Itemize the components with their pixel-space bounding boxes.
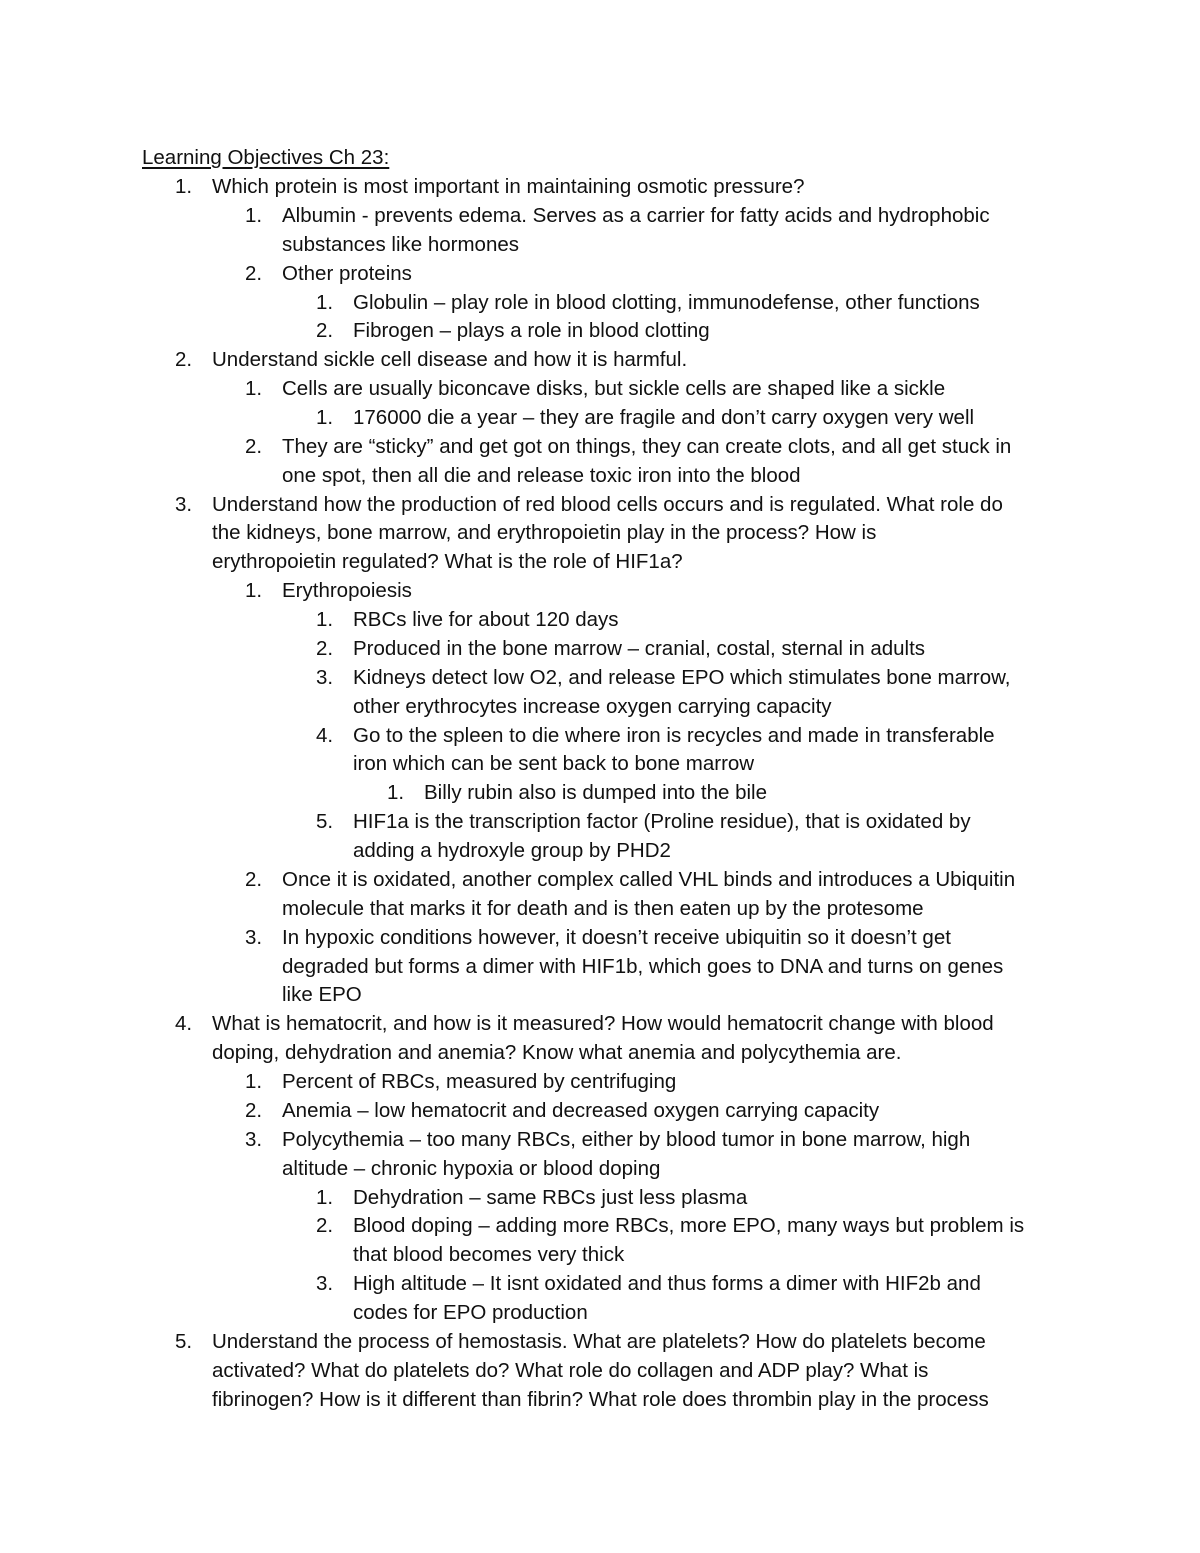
list-number: 1. — [316, 608, 334, 631]
list-number: 5. — [175, 1329, 193, 1353]
list-number: 2. — [316, 636, 334, 660]
line-text: Produced in the bone marrow – cranial, costal, sternal in adults — [353, 636, 926, 660]
list-number: 1. — [316, 406, 334, 429]
line-text: other erythrocytes increase oxygen carrying capacity — [353, 694, 832, 718]
line-text: Understand the process of hemostasis. What are platelets? How do platelets become — [212, 1329, 986, 1353]
line-text: Percent of RBCs, measured by centrifuging — [282, 1070, 677, 1093]
list-number: 1. — [245, 203, 263, 227]
list-number: 4. — [175, 1012, 193, 1036]
line-text: one spot, then all die and release toxic iron into the blood — [282, 463, 801, 487]
list-number: 1. — [316, 290, 334, 314]
line-text: substances like hormones — [282, 232, 520, 256]
list-number: 2. — [316, 319, 334, 343]
line-text: iron which can be sent back to bone marrow — [353, 752, 755, 776]
line-text: Other proteins — [282, 261, 412, 285]
line-text: that blood becomes very thick — [353, 1243, 625, 1267]
line-text: Fibrogen – plays a role in blood clotting — [353, 319, 710, 343]
line-text: Anemia – low hematocrit and decreased oxygen carrying capacity — [282, 1098, 880, 1122]
line-text: Understand sickle cell disease and how it is harmful. — [212, 348, 688, 372]
line-text: Polycythemia – too many RBCs, either by blood tumor in bone marrow, high — [282, 1127, 971, 1151]
page-title: Learning Objectives Ch 23: — [142, 146, 390, 169]
line-text: High altitude – It isnt oxidated and thus forms a dimer with HIF2b and — [353, 1272, 981, 1296]
list-number: 1. — [245, 1070, 263, 1093]
list-number: 1. — [245, 579, 263, 603]
line-text: Go to the spleen to die where iron is recycles and made in transferable — [353, 723, 995, 747]
list-number: 3. — [175, 492, 193, 516]
line-text: 176000 die a year – they are fragile and don’t carry oxygen very well — [353, 406, 975, 429]
list-number: 3. — [316, 1272, 334, 1296]
list-number: 1. — [387, 781, 405, 805]
line-text: Dehydration – same RBCs just less plasma — [353, 1185, 748, 1209]
line-text: degraded but forms a dimer with HIF1b, which goes to DNA and turns on genes — [282, 954, 1004, 978]
list-number: 3. — [245, 925, 263, 949]
list-number: 1. — [245, 377, 263, 401]
list-number: 5. — [316, 810, 334, 834]
list-number: 2. — [316, 1214, 334, 1238]
list-number: 2. — [245, 867, 263, 891]
list-number: 2. — [245, 1098, 263, 1122]
line-text: They are “sticky” and get got on things, they can create clots, and all get stuck in — [282, 434, 1012, 458]
line-text: the kidneys, bone marrow, and erythropoietin play in the process? How is — [212, 521, 877, 545]
line-text: Billy rubin also is dumped into the bile — [424, 781, 767, 805]
line-text: What is hematocrit, and how is it measured? How would hematocrit change with blood — [212, 1012, 994, 1036]
line-text: altitude – chronic hypoxia or blood doping — [282, 1156, 661, 1180]
line-text: activated? What do platelets do? What role do collagen and ADP play? What is — [212, 1358, 929, 1382]
line-text: adding a hydroxyle group by PHD2 — [353, 839, 671, 862]
list-number: 2. — [175, 348, 193, 372]
line-text: Globulin – play role in blood clotting, immunodefense, other functions — [353, 290, 980, 314]
list-number: 1. — [175, 175, 193, 198]
list-number: 3. — [316, 665, 334, 689]
list-number: 2. — [245, 434, 263, 458]
line-text: codes for EPO production — [353, 1300, 588, 1324]
list-number: 4. — [316, 723, 334, 747]
line-text: Understand how the production of red blood cells occurs and is regulated. What role do — [212, 492, 1003, 516]
line-text: like EPO — [282, 983, 362, 1007]
line-text: Kidneys detect low O2, and release EPO which stimulates bone marrow, — [353, 665, 1011, 689]
line-text: Cells are usually biconcave disks, but sickle cells are shaped like a sickle — [282, 377, 946, 401]
line-text: In hypoxic conditions however, it doesn’t receive ubiquitin so it doesn’t get — [282, 925, 951, 949]
line-text: Erythropoiesis — [282, 579, 412, 603]
line-text: Blood doping – adding more RBCs, more EPO, many ways but problem is — [353, 1214, 1025, 1238]
list-number: 1. — [316, 1185, 334, 1209]
line-text: RBCs live for about 120 days — [353, 608, 619, 631]
line-text: Once it is oxidated, another complex called VHL binds and introduces a Ubiquitin — [282, 867, 1016, 891]
line-text: Which protein is most important in maintaining osmotic pressure? — [212, 175, 805, 198]
line-text: HIF1a is the transcription factor (Proline residue), that is oxidated by — [353, 810, 971, 834]
line-text: doping, dehydration and anemia? Know what anemia and polycythemia are. — [212, 1041, 902, 1065]
line-text: molecule that marks it for death and is then eaten up by the protesome — [282, 896, 924, 920]
line-text: fibrinogen? How is it different than fibrin? What role does thrombin play in the process — [212, 1387, 989, 1411]
list-number: 3. — [245, 1127, 263, 1151]
line-text: erythropoietin regulated? What is the role of HIF1a? — [212, 550, 683, 574]
list-number: 2. — [245, 261, 263, 285]
line-text: Albumin - prevents edema. Serves as a carrier for fatty acids and hydrophobic — [282, 203, 990, 227]
